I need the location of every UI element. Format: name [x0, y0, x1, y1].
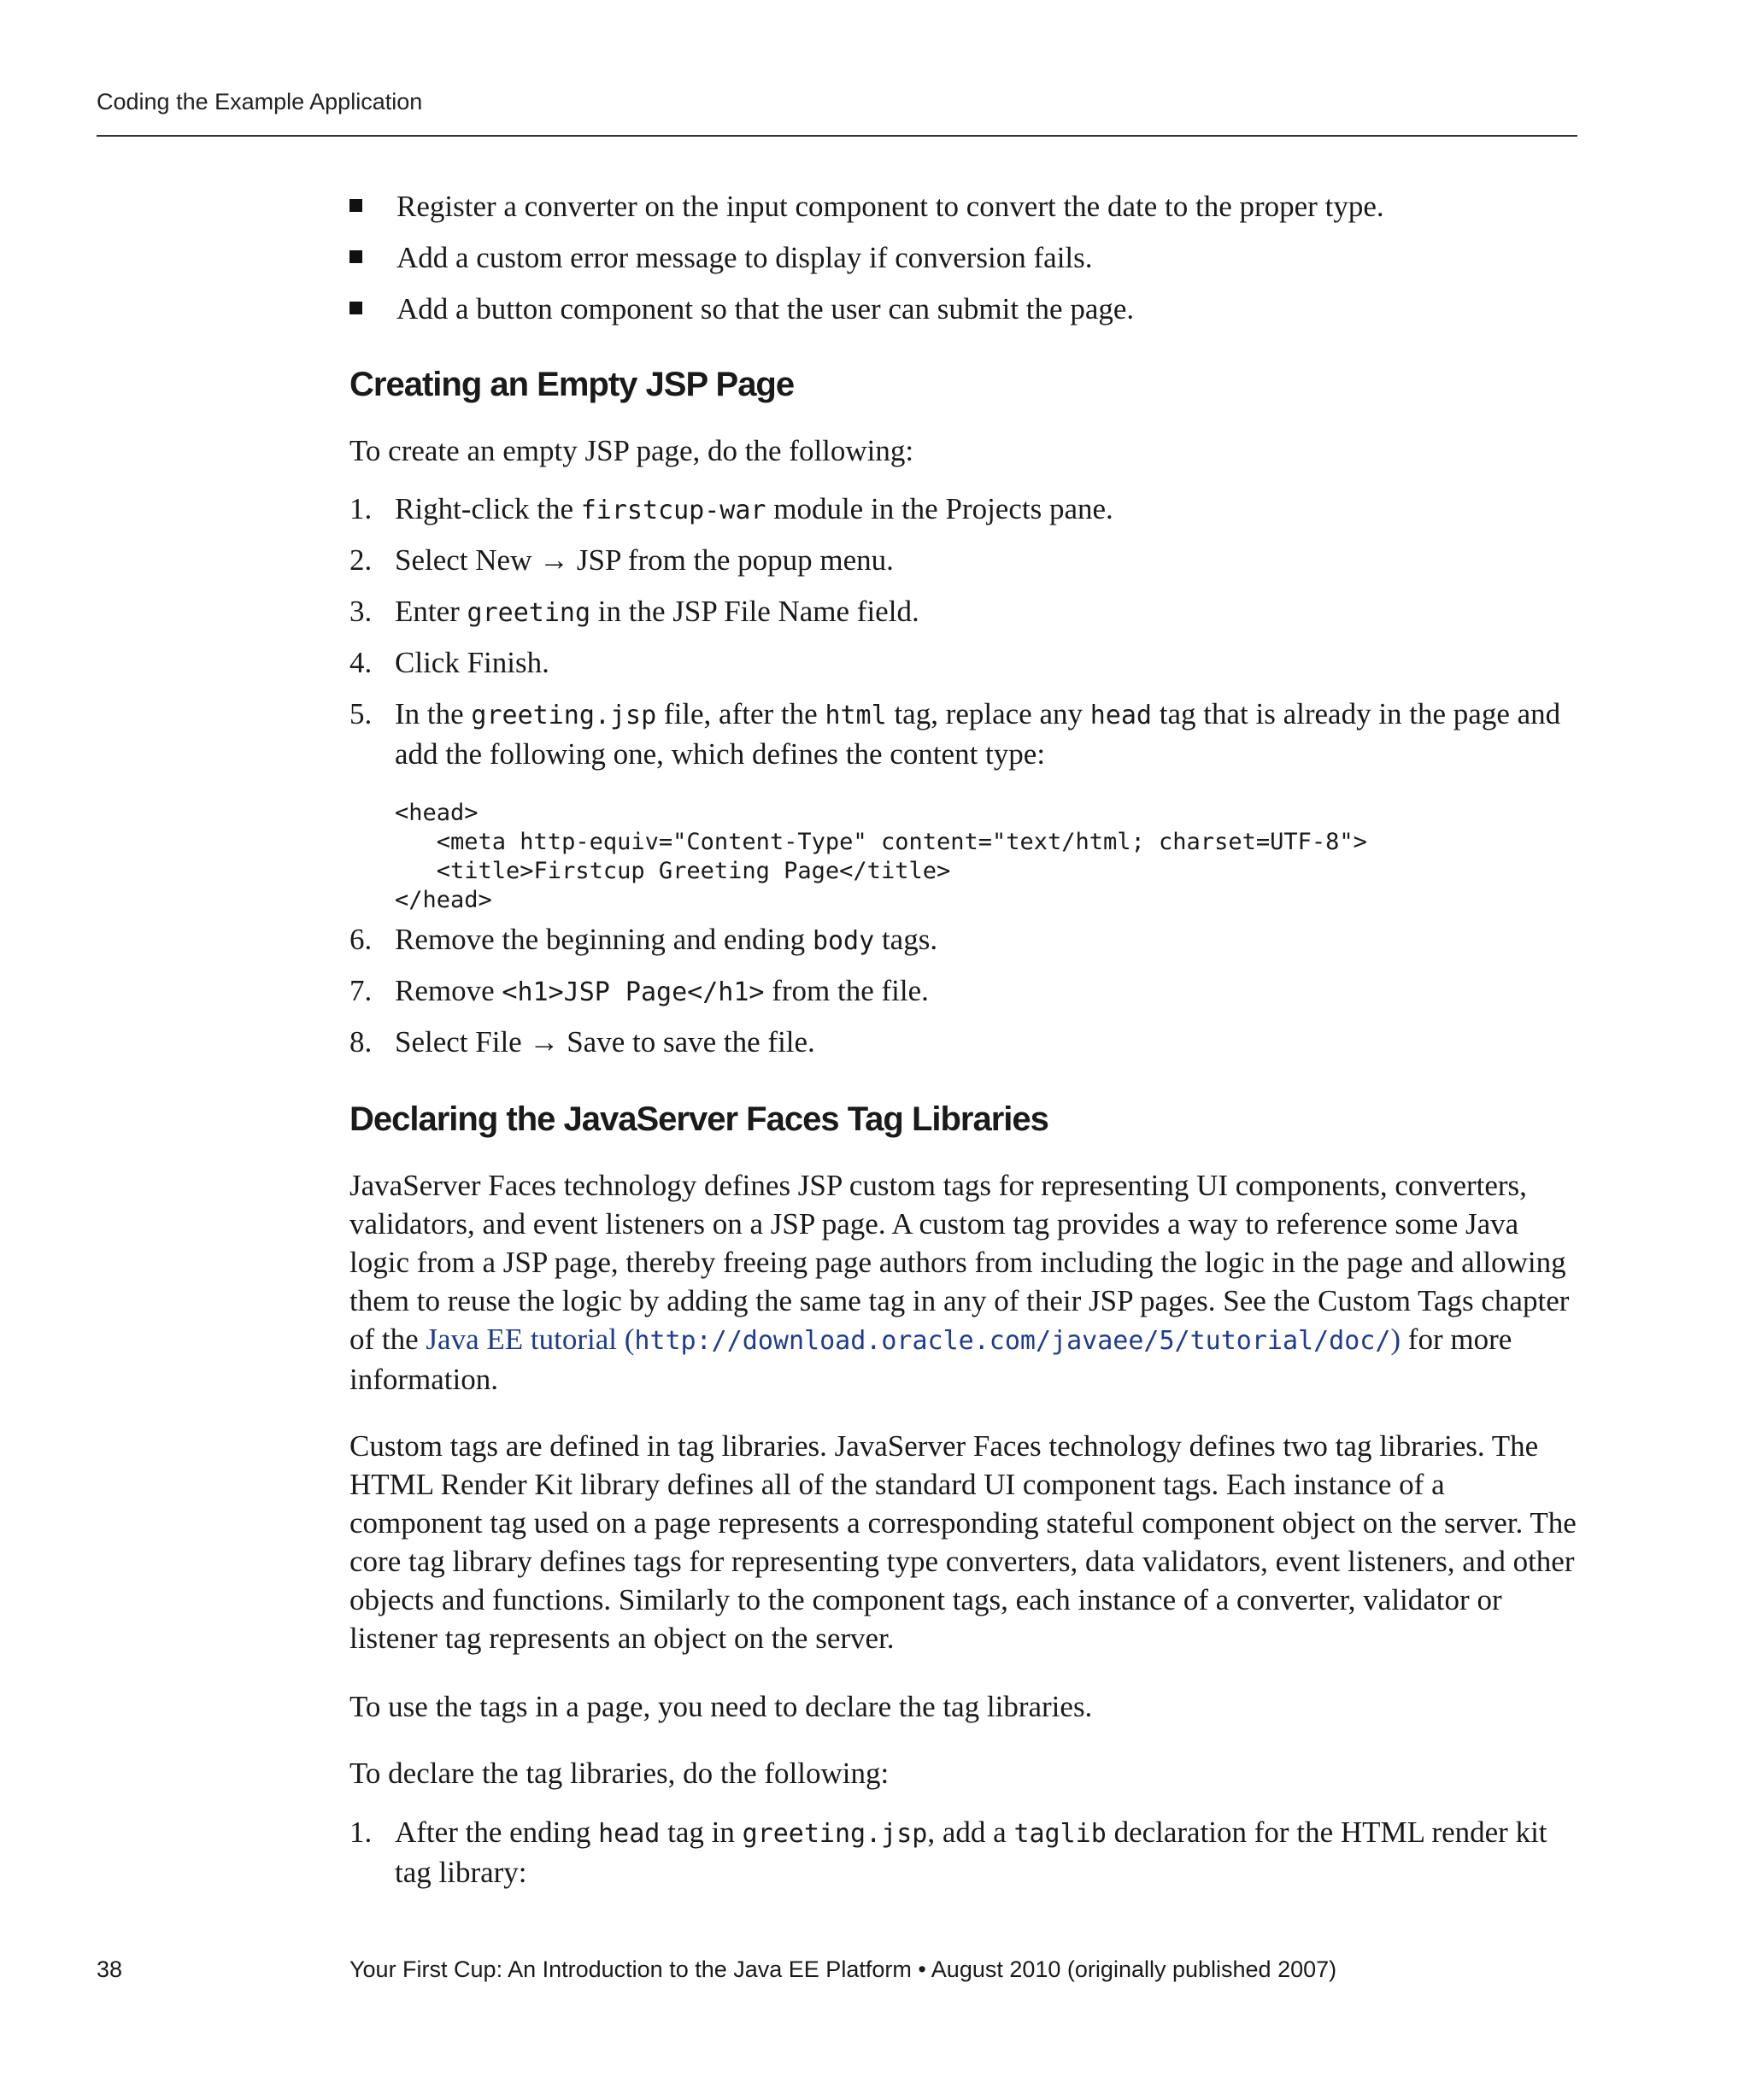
bullet-square-icon	[349, 250, 362, 263]
bullet-item	[349, 235, 1580, 286]
section2-paragraph-1: JavaServer Faces technology defines JSP custom tags for representing UI components, converters, validators, and event listeners on a JSP page. A custom tag provides a way to reference some Java logic from a JSP page, thereby freeing page authors from including the logic in the page and allowing them to reuse the logic by adding the same tag in any of their JSP pages. See the Custom Tags chapter of the Java EE tutorial (http://download.oracle.com/javaee/5/tutorial/doc/) for more information.	[349, 1169, 1570, 1396]
bullet-item	[349, 286, 1580, 337]
step-text: Click Finish.	[395, 646, 549, 679]
section-heading-tag-libraries: Declaring the JavaServer Faces Tag Libraries	[349, 1100, 1048, 1138]
step-text: Select New → JSP from the popup menu.	[395, 543, 894, 577]
step-number: 1.	[349, 1816, 373, 1849]
step-number: 8.	[349, 1025, 373, 1059]
section2-paragraph-3: To use the tags in a page, you need to declare the tag libraries.	[349, 1690, 1093, 1723]
step-number: 2.	[349, 543, 373, 577]
step-number: 6.	[349, 923, 373, 956]
step-number: 1.	[349, 492, 373, 525]
bullet-list	[349, 184, 1580, 337]
step-text: After the ending head tag in greeting.jsp, add a taglib declaration for the HTML render kit tag library:	[395, 1816, 1547, 1889]
step-text: Remove <h1>JSP Page</h1> from the file.	[395, 974, 929, 1007]
bullet-text: Register a converter on the input component to convert the date to the proper type.	[396, 190, 1384, 223]
step-text: Right-click the firstcup-war module in the Projects pane.	[395, 492, 1113, 525]
running-header-title: Coding the Example Application	[97, 89, 423, 114]
step-number: 7.	[349, 974, 373, 1007]
step-number: 5.	[349, 697, 373, 730]
section2-paragraph-2: Custom tags are defined in tag libraries. JavaServer Faces technology defines two tag libraries. The HTML Render Kit library defines all of the standard UI component tags. Each instance of a component tag used on a page represents a corresponding stateful component object on the server. The core tag library defines tags for representing type converters, data validators, event listeners, and other objects and functions. Similarly to the component tags, each instance of a converter, validator or listener tag represents an object on the server.	[349, 1429, 1577, 1655]
bullet-item	[349, 184, 1580, 235]
header-rule	[97, 135, 1577, 137]
step-text: Select File → Save to save the file.	[395, 1025, 815, 1059]
bullet-text: Add a button component so that the user can submit the page.	[396, 292, 1135, 326]
page-number: 38	[97, 1956, 123, 1982]
section2-paragraph-4: To declare the tag libraries, do the following:	[349, 1757, 890, 1790]
bullet-square-icon	[349, 199, 362, 212]
java-ee-tutorial-link[interactable]: Java EE tutorial (http://download.oracle.com/javaee/5/tutorial/doc/)	[426, 1323, 1401, 1356]
bullet-square-icon	[349, 302, 362, 314]
step-number: 3.	[349, 595, 373, 628]
code-block-head: <head> <meta http-equiv="Content-Type" content="text/html; charset=UTF-8"> <title>Firstcup Greeting Page</title> </head>	[395, 800, 1367, 913]
step-number: 4.	[349, 646, 373, 679]
step-text: In the greeting.jsp file, after the html tag, replace any head tag that is already in the page and add the following one, which defines the content type:	[395, 697, 1561, 771]
bullet-text: Add a custom error message to display if conversion fails.	[396, 241, 1093, 274]
step-text: Enter greeting in the JSP File Name field.	[395, 595, 919, 628]
section1-intro: To create an empty JSP page, do the following:	[349, 434, 914, 467]
step-text: Remove the beginning and ending body tags.	[395, 923, 938, 956]
section-heading-empty-jsp: Creating an Empty JSP Page	[349, 366, 795, 403]
footer-book-title: Your First Cup: An Introduction to the Java EE Platform • August 2010 (originally published 2007)	[349, 1956, 1337, 1982]
